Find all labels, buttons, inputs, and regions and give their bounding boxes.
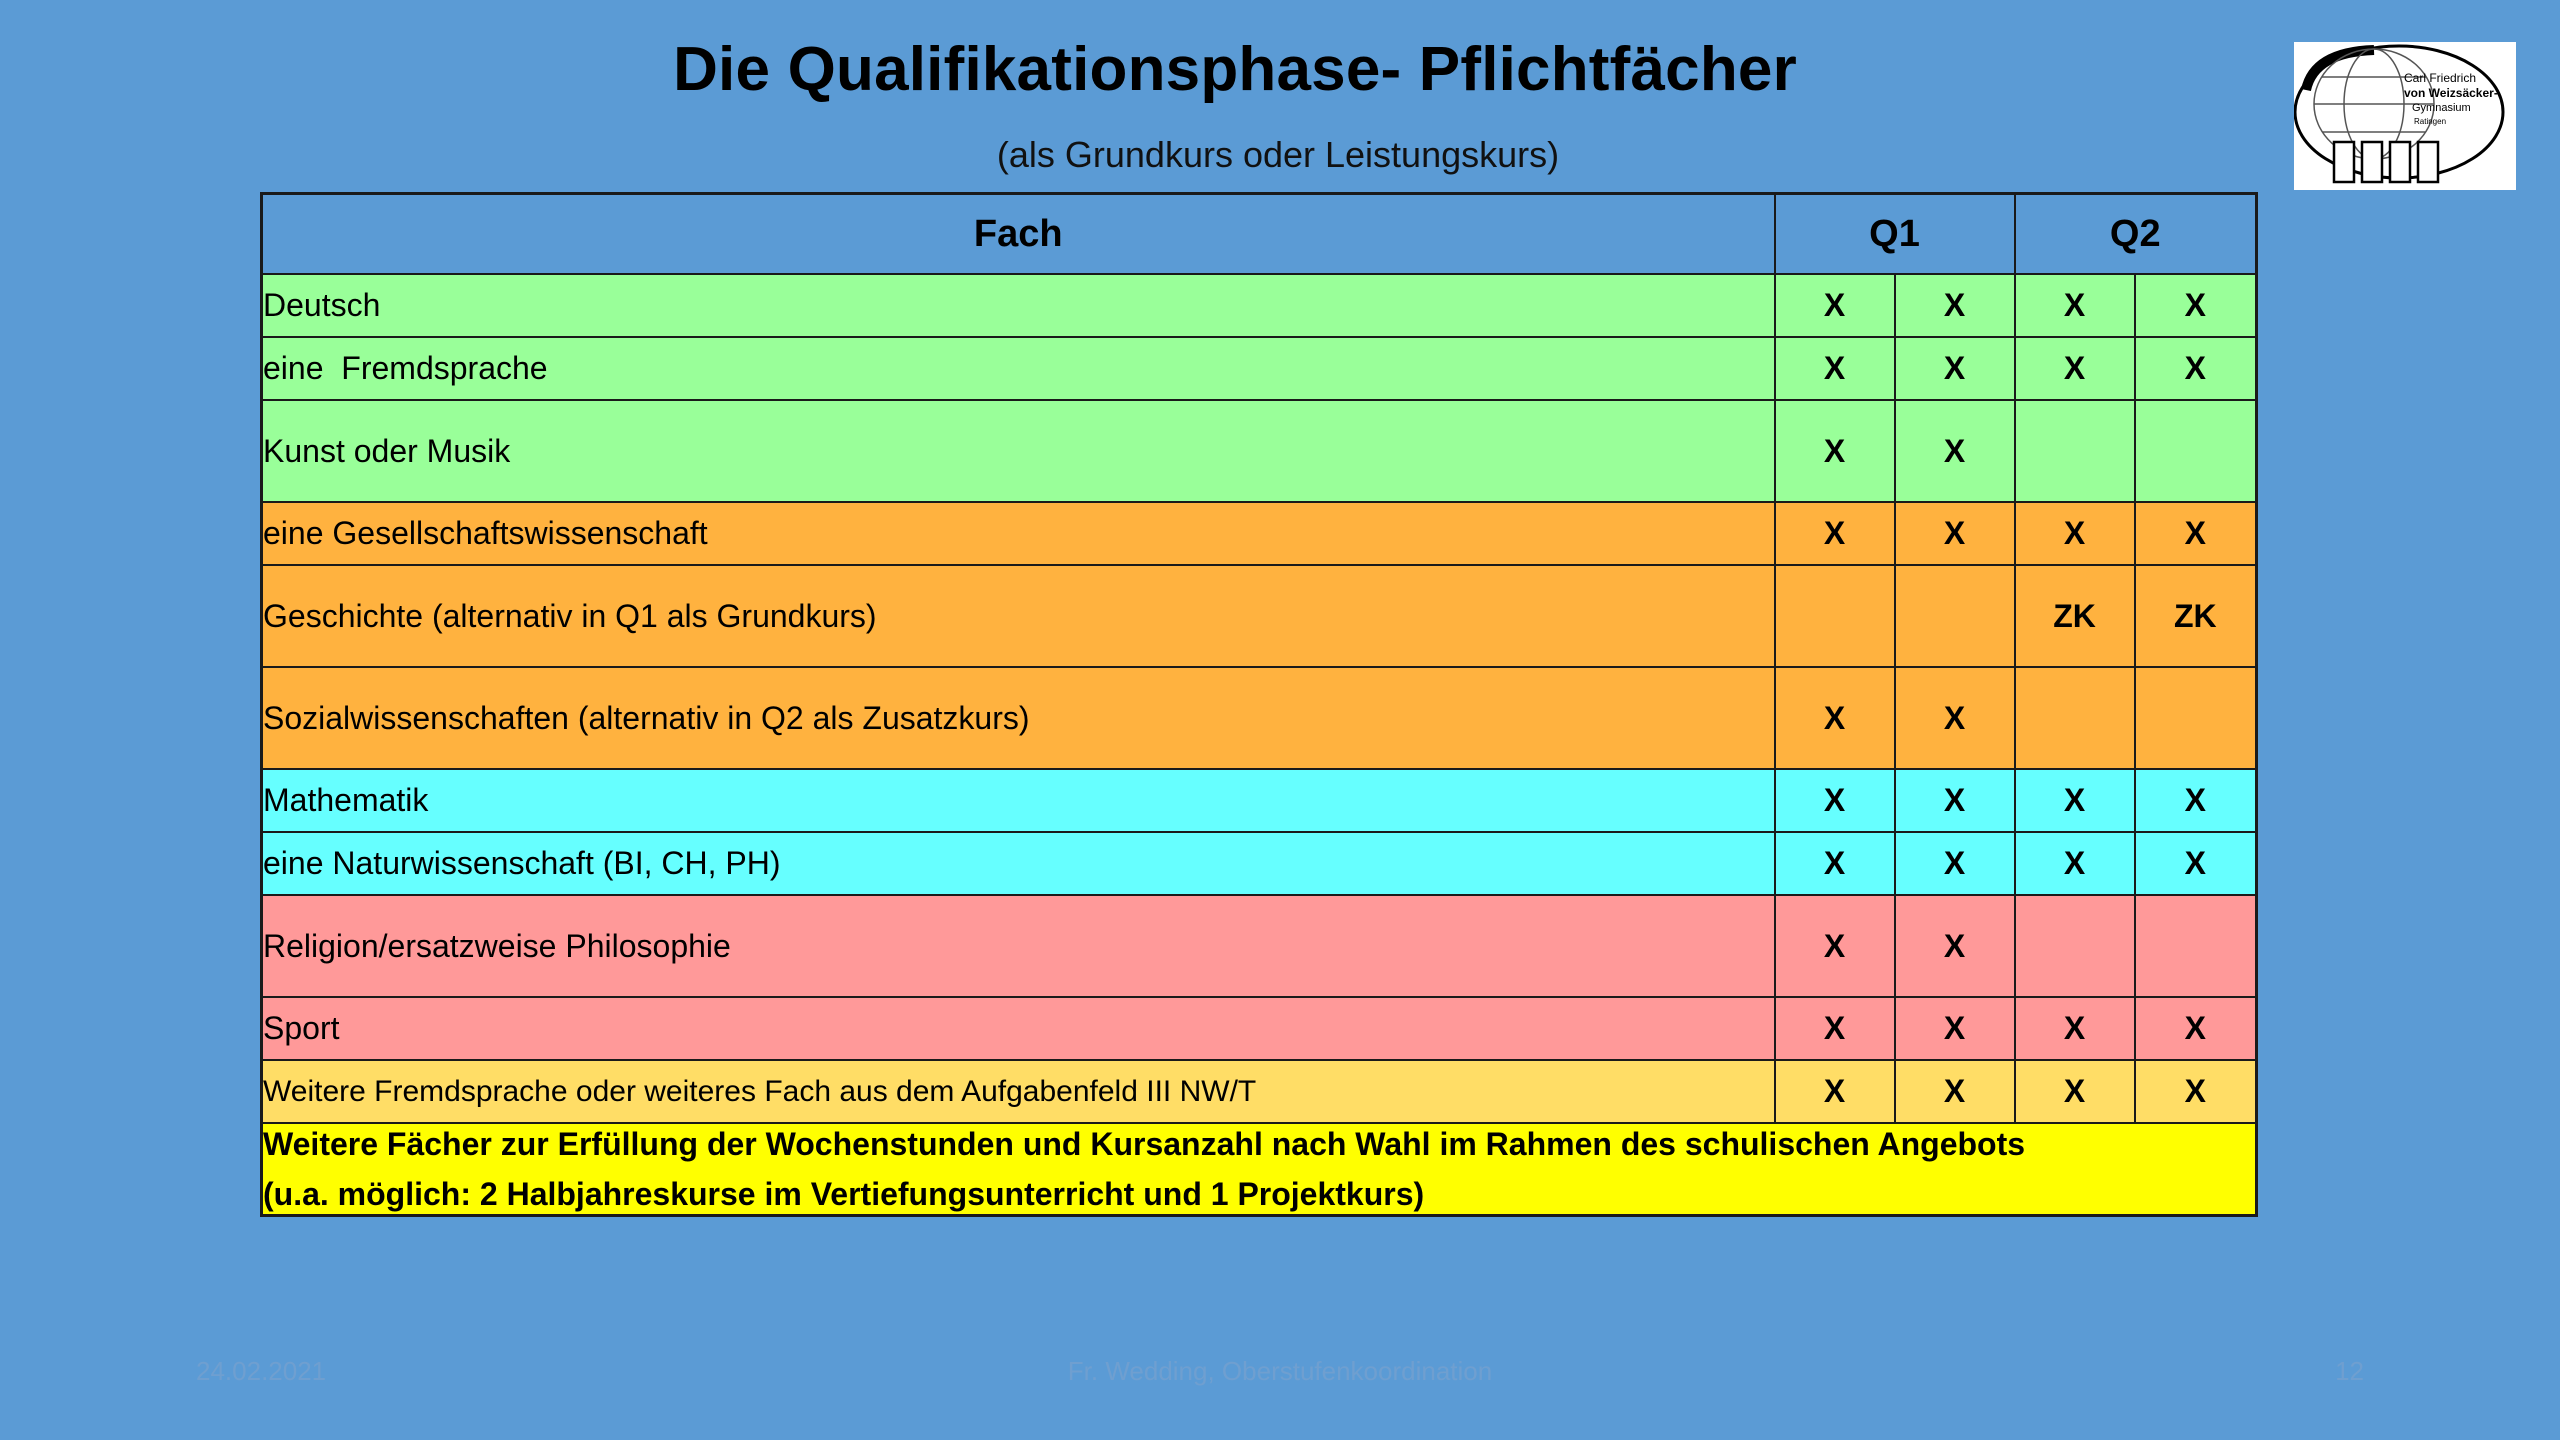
mark-cell: X bbox=[2135, 832, 2257, 895]
table-row bbox=[262, 832, 2257, 895]
mark-cell bbox=[2135, 895, 2257, 997]
subject-cell: Mathematik bbox=[262, 769, 1775, 832]
subject-cell: Weitere Fremdsprache oder weiteres Fach aus dem Aufgabenfeld III NW/T bbox=[262, 1060, 1775, 1123]
mark-cell: X bbox=[2135, 274, 2257, 337]
mark-cell: X bbox=[1895, 997, 2015, 1060]
mark-cell: X bbox=[1895, 400, 2015, 502]
note-line-2: (u.a. möglich: 2 Halbjahreskurse im Vertiefungsunterricht und 1 Projektkurs) bbox=[263, 1176, 1425, 1212]
logo-text-1: Carl Friedrich bbox=[2404, 71, 2477, 85]
slide-subtitle: (als Grundkurs oder Leistungskurs) bbox=[996, 134, 1560, 175]
mark-cell: X bbox=[1775, 667, 1895, 769]
mark-cell: X bbox=[1895, 337, 2015, 400]
header-q1: Q1 bbox=[1775, 194, 2015, 275]
mark-cell: X bbox=[1895, 274, 2015, 337]
note-row bbox=[262, 1123, 2257, 1216]
note-cell bbox=[262, 1123, 2257, 1216]
school-logo bbox=[2294, 42, 2516, 190]
subject-cell: Kunst oder Musik bbox=[262, 400, 1775, 502]
mark-cell bbox=[1895, 565, 2015, 667]
table-row bbox=[262, 895, 2257, 997]
mark-cell bbox=[2015, 667, 2135, 769]
mark-cell bbox=[2135, 667, 2257, 769]
mark-cell: X bbox=[2135, 337, 2257, 400]
note-line-1: Weitere Fächer zur Erfüllung der Wochenstunden und Kursanzahl nach Wahl im Rahmen des schulischen Angebots bbox=[263, 1126, 2026, 1162]
mark-cell: X bbox=[1775, 400, 1895, 502]
slide-title: Die Qualifikationsphase- Pflichtfächer bbox=[673, 35, 1797, 104]
subject-cell: Sport bbox=[262, 997, 1775, 1060]
mark-cell: X bbox=[1895, 1060, 2015, 1123]
footer-date: 24.02.2021 bbox=[196, 1356, 327, 1386]
mark-cell: X bbox=[2135, 997, 2257, 1060]
table-row bbox=[262, 565, 2257, 667]
table-row bbox=[262, 274, 2257, 337]
mark-cell: X bbox=[2015, 832, 2135, 895]
mark-cell: X bbox=[1775, 769, 1895, 832]
subject-cell: Religion/ersatzweise Philosophie bbox=[262, 895, 1775, 997]
footer-presenter: Fr. Wedding, Oberstufenkoordination bbox=[1067, 1356, 1493, 1386]
mark-cell: X bbox=[2015, 502, 2135, 565]
globe-logo-icon bbox=[2294, 42, 2516, 190]
mark-cell: X bbox=[1895, 502, 2015, 565]
table-row bbox=[262, 337, 2257, 400]
mark-cell: X bbox=[1895, 895, 2015, 997]
mark-cell: X bbox=[2015, 274, 2135, 337]
subject-cell: Geschichte (alternativ in Q1 als Grundkurs) bbox=[262, 565, 1775, 667]
mark-cell: X bbox=[1895, 667, 2015, 769]
mark-cell: X bbox=[1895, 832, 2015, 895]
table-row bbox=[262, 1060, 2257, 1123]
table-row bbox=[262, 400, 2257, 502]
mark-cell: X bbox=[1775, 895, 1895, 997]
mark-cell: X bbox=[1775, 274, 1895, 337]
subject-cell: eine Fremdsprache bbox=[262, 337, 1775, 400]
mark-cell bbox=[1775, 565, 1895, 667]
mark-cell bbox=[2015, 400, 2135, 502]
mark-cell: X bbox=[2135, 769, 2257, 832]
mark-cell: X bbox=[1775, 997, 1895, 1060]
subject-cell: Deutsch bbox=[262, 274, 1775, 337]
mark-cell: X bbox=[2015, 1060, 2135, 1123]
mark-cell: X bbox=[2015, 997, 2135, 1060]
mark-cell bbox=[2135, 400, 2257, 502]
mark-cell: X bbox=[2135, 502, 2257, 565]
subject-cell: eine Gesellschaftswissenschaft bbox=[262, 502, 1775, 565]
subjects-table bbox=[260, 192, 2258, 1217]
mark-cell: X bbox=[1775, 502, 1895, 565]
table-row bbox=[262, 997, 2257, 1060]
table-row bbox=[262, 667, 2257, 769]
subject-cell: eine Naturwissenschaft (BI, CH, PH) bbox=[262, 832, 1775, 895]
logo-text-3: Gymnasium bbox=[2412, 102, 2471, 114]
footer-page-number: 12 bbox=[2335, 1356, 2364, 1386]
logo-text-2: von Weizsäcker- bbox=[2404, 86, 2498, 100]
mark-cell: X bbox=[2015, 769, 2135, 832]
mark-cell: X bbox=[1895, 769, 2015, 832]
table-row bbox=[262, 502, 2257, 565]
mark-cell bbox=[2015, 895, 2135, 997]
mark-cell: ZK bbox=[2135, 565, 2257, 667]
subject-cell: Sozialwissenschaften (alternativ in Q2 als Zusatzkurs) bbox=[262, 667, 1775, 769]
table-row bbox=[262, 769, 2257, 832]
header-fach: Fach bbox=[262, 194, 1775, 275]
logo-text-4: Ratingen bbox=[2414, 117, 2447, 126]
mark-cell: X bbox=[1775, 832, 1895, 895]
mark-cell: X bbox=[2015, 337, 2135, 400]
table-header-row bbox=[262, 194, 2257, 275]
mark-cell: ZK bbox=[2015, 565, 2135, 667]
mark-cell: X bbox=[1775, 1060, 1895, 1123]
mark-cell: X bbox=[2135, 1060, 2257, 1123]
header-q2: Q2 bbox=[2015, 194, 2257, 275]
mark-cell: X bbox=[1775, 337, 1895, 400]
